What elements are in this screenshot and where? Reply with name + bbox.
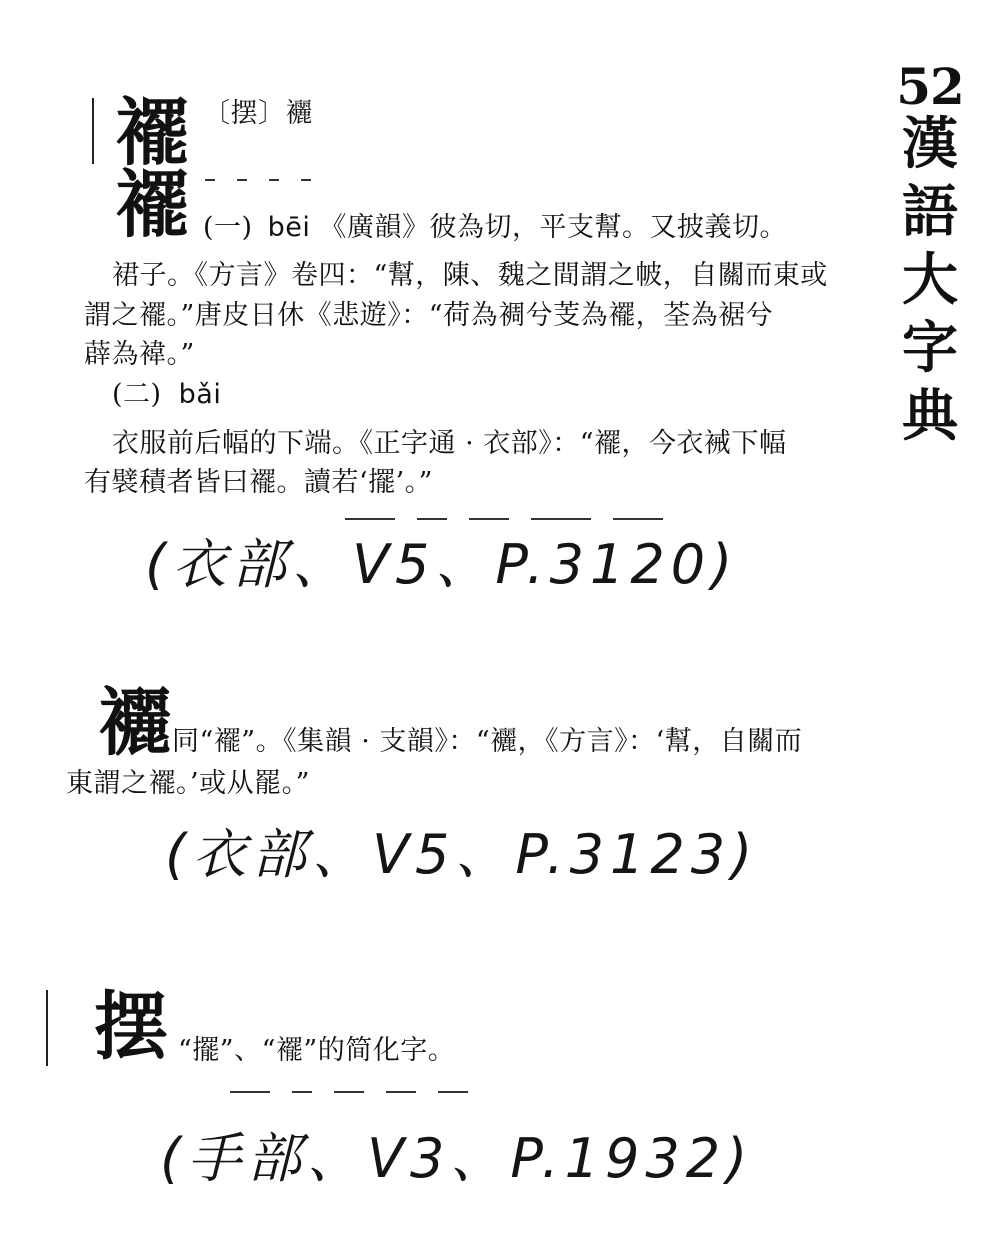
- title-char: 語: [902, 179, 958, 245]
- scan-dashes: [230, 1078, 490, 1080]
- reading-number: (一): [203, 212, 253, 243]
- scan-dashes: [345, 505, 685, 507]
- reading-label: [203, 214, 787, 241]
- handwritten-note: (手部、V3、P.1932): [160, 1127, 754, 1190]
- margin-bar: [92, 98, 94, 164]
- reading-label: [112, 381, 221, 408]
- definition-line: 東謂之襬。’或从罷。”: [66, 768, 310, 799]
- definition-line: 裙子。《方言》卷四：“幫，陳、魏之間謂之帔，自關而東或: [112, 260, 828, 291]
- pinyin: bǎi: [178, 379, 222, 410]
- volume-number: 52: [896, 57, 964, 116]
- definition-line: 薜為褘。”: [84, 339, 195, 370]
- scan-dashes: [205, 166, 333, 168]
- definition-line: 有襞積者皆曰襬。讀若‘擺’。”: [84, 467, 433, 498]
- entry-head: 襬: [115, 162, 189, 248]
- definition-line: 《廣韻》彼為切，平支幫。又披義切。: [319, 212, 788, 243]
- definition-line: 衣服前后幅的下端。《正字通 · 衣部》：“襬，今衣裓下幅: [112, 428, 787, 459]
- definition-line: 謂之襬。”唐皮日休《悲遊》：“荷為裯兮芰為襬，荃為裾兮: [84, 300, 774, 331]
- dictionary-title: [890, 57, 970, 456]
- definition-line: “擺”、“襬”的简化字。: [178, 1035, 456, 1066]
- pinyin: bēi: [267, 212, 311, 243]
- title-char: 字: [902, 315, 958, 381]
- handwritten-note: (衣部、V5、P.3120): [145, 533, 739, 596]
- variant-note: 〔摆〕襹: [203, 98, 313, 129]
- definition-line: 同“襬”。《集韻 · 支韻》：“襹，《方言》：‘幫，自關而: [172, 726, 803, 757]
- entry-head: 摆: [94, 984, 168, 1070]
- title-char: 漢: [902, 111, 958, 177]
- entry-head-alt: 襬: [115, 90, 189, 176]
- handwritten-note: (衣部、V5、P.3123): [165, 823, 759, 886]
- margin-bar: [46, 990, 48, 1066]
- entry-head: 襹: [98, 680, 172, 766]
- title-char: 典: [902, 383, 958, 449]
- title-char: 大: [902, 247, 958, 313]
- reading-number: (二): [112, 379, 162, 410]
